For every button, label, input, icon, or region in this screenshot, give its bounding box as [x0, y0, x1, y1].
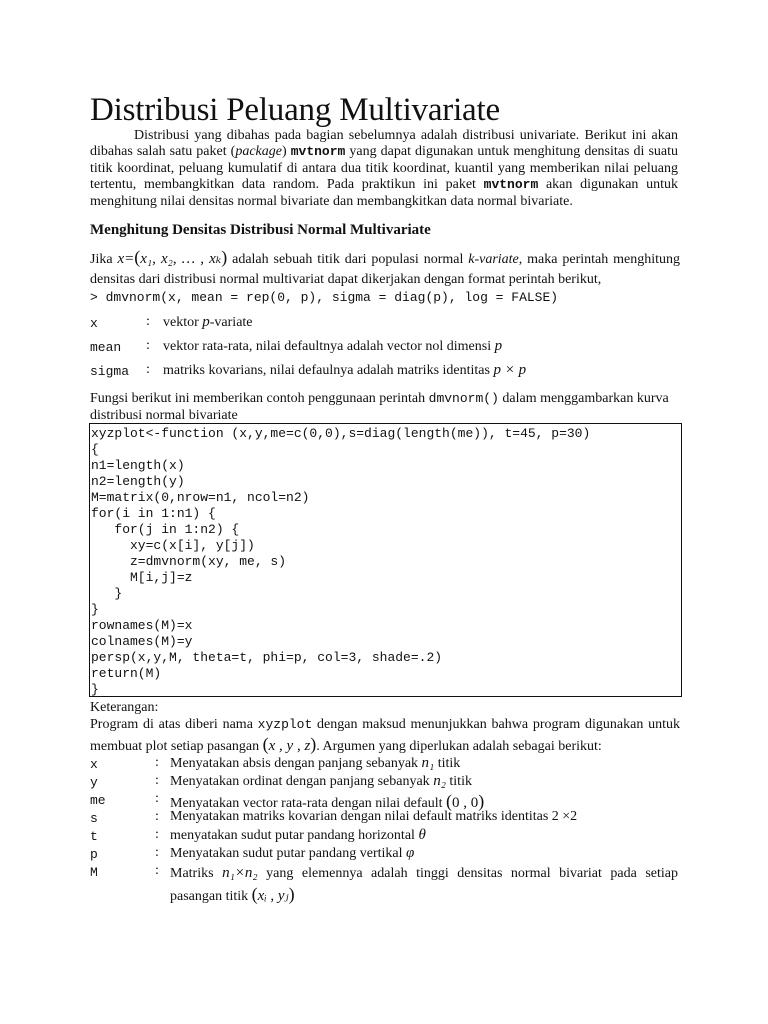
intro-text-1: Distribusi yang dibahas pada bagian sebelumnya adalah distribusi univariate. Berikut ini akan dibahas salah satu paket (	[90, 128, 678, 160]
package-name-mvtnorm: mvtnorm	[290, 144, 346, 160]
program-desc-text-3: . Argumen yang diperlukan adalah sebagai berikut:	[316, 738, 602, 754]
function-intro-paragraph	[90, 390, 678, 424]
arg-row-y	[90, 773, 690, 791]
program-description-paragraph	[90, 716, 680, 756]
arg-colon: :	[155, 827, 159, 842]
density-text-3: , maka perintah menghitung densitas dari distribusi normal multivariat dapat dikerjakan dengan format perintah berikut,	[90, 252, 680, 287]
arg-term: t	[90, 829, 98, 844]
arg-desc: menyatakan sudut putar pandang horizontal θ	[170, 827, 426, 843]
vector-items: x₁, x₂, … , xₖ	[140, 251, 222, 267]
param-desc: matriks kovarians, nilai defaulnya adalah matriks identitas p × p	[163, 362, 527, 378]
arg-row-t	[90, 827, 690, 845]
param-term: mean	[90, 340, 122, 355]
param-row-x	[90, 314, 690, 338]
page-title: Distribusi Peluang Multivariate	[90, 92, 500, 128]
arg-row-x	[90, 755, 690, 773]
param-row-sigma	[90, 362, 690, 386]
function-intro-text-2: dalam menggambarkan kurva distribusi normal bivariate	[90, 391, 669, 423]
arg-desc: Menyatakan matriks kovarian dengan nilai default matriks identitas 2 ×2	[170, 809, 578, 824]
vector-x-formula: x=(x₁, x₂, … , xₖ)	[117, 247, 228, 267]
arg-row-me	[90, 791, 690, 809]
param-row-mean	[90, 338, 690, 362]
arg-colon: :	[155, 809, 159, 824]
arg-term: me	[90, 793, 106, 808]
program-desc-text-1: Program di atas diberi nama	[90, 717, 258, 732]
intro-text-3: yang dapat digunakan untuk menghitung densitas di suatu titik koordinat, peluang kumulatif di antara dua titik koordinat, kuantil yang memberikan nilai peluang tertentu, membangkitkan data random. Pada praktikun ini paket	[90, 144, 679, 193]
arg-desc: Menyatakan ordinat dengan panjang sebanyak n₂ titik	[170, 773, 472, 789]
arg-desc: Menyatakan absis dengan panjang sebanyak n₁ titik	[170, 755, 461, 771]
function-intro-text-1: Fungsi berikut ini memberikan contoh penggunaan perintah	[90, 391, 429, 406]
argument-list	[90, 755, 690, 903]
arg-desc: Menyatakan sudut putar pandang vertikal φ	[170, 845, 415, 861]
density-text-2: adalah sebuah titik dari populasi normal	[227, 252, 469, 267]
arg-desc: Matriks n₁×n₂ yang elemennya adalah tinggi densitas normal bivariat pada setiap pasangan titik (xᵢ , yⱼ)	[170, 865, 678, 904]
density-text-1: Jika	[90, 252, 118, 267]
density-paragraph	[90, 247, 680, 290]
arg-row-p	[90, 845, 690, 863]
arg-term: M	[90, 865, 98, 880]
intro-package-word: package	[235, 144, 282, 160]
param-colon: :	[146, 362, 150, 377]
param-colon: :	[146, 314, 150, 329]
k-variate-term: k-variate	[468, 252, 519, 267]
param-desc: vektor p-variate	[163, 314, 253, 330]
code-listing: xyzplot<-function (x,y,me=c(0,0),s=diag(length(me)), t=45, p=30) { n1=length(x) n2=length(y) M=matrix(0,nrow=n1, ncol=n2) for(i in 1:n1) { for(j in 1:n2) { xy=c(x[i], y[j]) z=dmvnorm(xy, me, s) M[i,j]=z } } rownames(M)=x colnames(M)=y persp(x,y,M, theta=t, phi=p, col=3, shade=.2) return(M) }	[91, 426, 591, 697]
keterangan-label: Keterangan:	[90, 700, 159, 715]
intro-text-2: )	[281, 144, 291, 160]
arg-colon: :	[155, 791, 159, 806]
arg-colon: :	[155, 863, 159, 878]
arg-row-M	[90, 863, 690, 903]
intro-paragraph	[90, 128, 678, 210]
intro-text-4: akan digunakan untuk menghitung nilai densitas normal bivariate dan membangkitkan data normal bivariate.	[90, 177, 678, 209]
param-term: sigma	[90, 364, 130, 379]
arg-term: x	[90, 757, 98, 772]
param-colon: :	[146, 338, 150, 353]
section-heading: Menghitung Densitas Distribusi Normal Multivariate	[90, 222, 431, 238]
program-desc-text-2: dengan maksud menunjukkan bahwa program digunakan untuk membuat plot setiap pasangan	[90, 717, 680, 754]
arg-desc: Menyatakan vector rata-rata dengan nilai default (0 , 0)	[170, 791, 485, 811]
arg-colon: :	[155, 773, 159, 788]
dmvnorm-inline-code: dmvnorm()	[428, 391, 499, 406]
dmvnorm-command: > dmvnorm(x, mean = rep(0, p), sigma = diag(p), log = FALSE)	[90, 290, 559, 305]
parameter-list	[90, 314, 690, 386]
arg-colon: :	[155, 845, 159, 860]
xyz-tuple: (x , y , z)	[262, 733, 317, 754]
arg-term: y	[90, 775, 98, 790]
arg-term: p	[90, 847, 98, 862]
vector-lhs: x=	[117, 251, 135, 267]
arg-row-s	[90, 809, 690, 827]
arg-colon: :	[155, 755, 159, 770]
arg-term: s	[90, 811, 98, 826]
param-term: x	[90, 316, 98, 331]
package-name-mvtnorm-2: mvtnorm	[483, 177, 539, 193]
code-block	[89, 423, 682, 697]
xyzplot-inline-code: xyzplot	[257, 717, 313, 732]
param-desc: vektor rata-rata, nilai defaultnya adalah vector nol dimensi p	[163, 338, 503, 354]
